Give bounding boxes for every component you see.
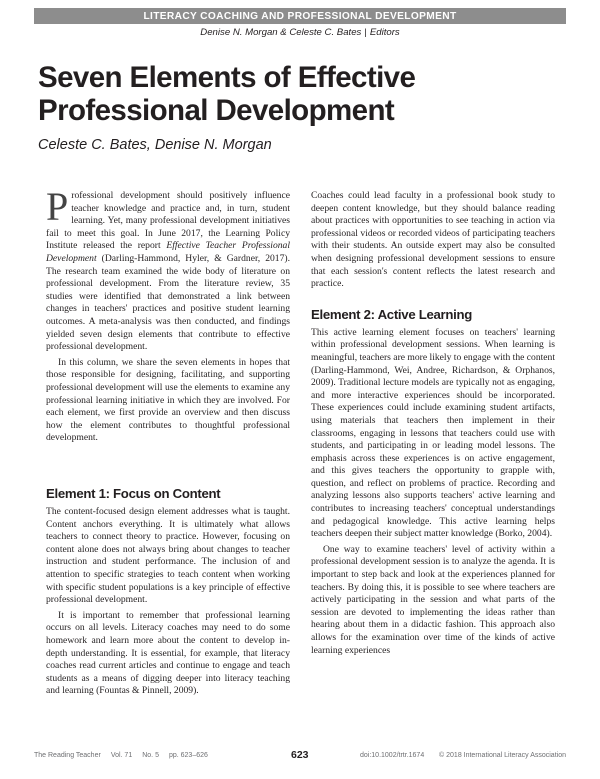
editors-names: Denise N. Morgan & Celeste C. Bates [200,27,362,38]
article-title-line-2: Professional Development [38,94,395,127]
drop-cap: P [46,184,69,229]
page-number: 623 [291,749,309,761]
column-editors [34,27,566,38]
intro-text-a: rofessional development should positively influence teacher knowledge and practice and, in turn, student learning. Yet, many professional development initiatives fail to meet this goal. In June 2017, the Learning Policy Institute released the report [46,190,290,252]
element-1-paragraph-1: The content-focused design element addresses what is taught. Content anchors everything. It is ultimately what allows teachers to connect theory to practice. However, focusing on content alone does not always bring about changes to teacher instruction and student performance. The inclusion of and attention to specific strategies to teach content when working with specific student populations is a key principle of effective professional development. [46,506,290,606]
journal-pages: pp. 623–626 [168,752,208,759]
right-column [311,190,555,657]
element-1-section [46,486,290,698]
editors-label: Editors [369,27,400,38]
footer-citation [34,752,208,759]
journal-issue: No. 5 [142,752,159,759]
journal-volume: Vol. 71 [110,752,133,759]
intro-text-b: (Darling-Hammond, Hyler, & Gardner, 2017). The research team examined the wide body of literature on professional development. From the literature review, 35 studies were identified that demonstrated a link between changes in teachers' practices and positive student learning outcomes. A meta-analysis was then conducted, and findings yielded seven design elements that contribute to effective professional development. [46,252,290,353]
article-title-line-1: Seven Elements of Effective [38,61,416,94]
intro-paragraph-2: In this column, we share the seven elements in hopes that those responsible for designing, facilitating, and supporting professional development will use the elements to examine any professional learning initiative in which they are involved. For each element, we first provide an overview and then discuss how the element contributes to thoughtful professional development. [46,356,290,444]
journal-name: The Reading Teacher [34,752,101,759]
element-1-heading: Element 1: Focus on Content [46,486,221,501]
element-2-paragraph-1: This active learning element focuses on teachers' learning within professional development sessions. When learning is meaningful, teachers are more likely to engage with the content (Darling-Hammond, Wei, Andree, Richardson, & Orphanos, 2009). Traditional lecture models are typically not as engaging, and more interactive experiences should be incorporated. These experiences could include examining student artifacts, using materials that teachers then implement in their classrooms, engaging in lessons that teachers could use with students, and participating in or leading model lessons. The emphasis across these experiences is on active engagement, and this gives teachers the opportunity to grapple with, question, and reflect on problems of practice. Recording and analyzing lessons also supports teachers' active learning and contributes to increasing teachers' conceptual understandings and pedagogical knowledge. This active learning helps teachers deepen their subject matter knowledge (Borko, 2004). [311,326,556,540]
copyright: © 2018 International Literacy Association [439,752,566,759]
column-banner-text: LITERACY COACHING AND PROFESSIONAL DEVELOPMENT [143,10,457,22]
content-continuation-paragraph: Coaches could lead faculty in a professional book study to deepen content knowledge, but they should balance reading about practices with opportunities to see teaching in action via professional videos or recorded videos of participating teachers with their students. An outside expert may also be consulted when designing professional development sessions to ensure that each session's content reflects the latest research and practice. [311,190,555,290]
element-1-paragraph-2: It is important to remember that professional learning occurs on all levels. Literacy coaches may need to do some homework and learn more about the content to develop in-depth understanding. It is essential, for example, that literacy coaches read current articles and continue to engage and teach students as a means of digging deeper into literacy teaching and learning (Fountas & Pinnell, 2009). [46,609,290,697]
element-2-paragraph-2: One way to examine teachers' level of activity within a professional development session is to analyze the agenda. It is important to step back and look at the experiences planned for teachers. By doing this, it is possible to see where teachers are actively participating in the session and what parts of the session are devoted to implementing the ideas rather than hearing about them in a didactic fashion. This approach also allows for the examination over time of the kinds of active learning experiences [311,543,555,656]
editors-separator: | [364,27,367,38]
doi: doi:10.1002/trtr.1674 [360,752,425,759]
intro-section [46,184,290,445]
page-footer [34,750,566,762]
element-2-heading: Element 2: Active Learning [311,306,472,322]
report-title-citation: Effective Teacher Professional Development [46,240,290,264]
intro-paragraph-1 [46,184,290,354]
article-authors: Celeste C. Bates, Denise N. Morgan [38,137,272,153]
article-title [38,61,578,127]
column-banner [34,8,566,24]
